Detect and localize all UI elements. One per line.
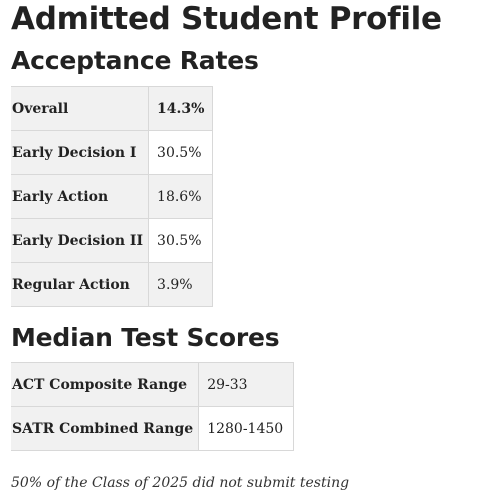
row-value: 29-33: [199, 363, 294, 407]
page-title: Admitted Student Profile: [11, 1, 442, 37]
row-label: Early Decision I: [11, 131, 149, 175]
table-row: [11, 363, 294, 407]
row-label: Regular Action: [11, 263, 149, 307]
acceptance-rates-table: [11, 86, 213, 307]
row-value: 30.5%: [149, 131, 213, 175]
row-label: SATR Combined Range: [11, 407, 199, 451]
row-label: Early Action: [11, 175, 149, 219]
table-row: [11, 407, 294, 451]
row-value: 1280-1450: [199, 407, 294, 451]
table-row: [11, 175, 213, 219]
median-test-scores-heading: Median Test Scores: [11, 323, 280, 352]
table-row: [11, 219, 213, 263]
table-row: [11, 263, 213, 307]
table-row: [11, 131, 213, 175]
row-label: ACT Composite Range: [11, 363, 199, 407]
testing-footnote: 50% of the Class of 2025 did not submit testing: [11, 475, 350, 491]
table-row: [11, 87, 213, 131]
acceptance-rates-heading: Acceptance Rates: [11, 46, 259, 75]
row-value: 14.3%: [149, 87, 213, 131]
row-value: 3.9%: [149, 263, 213, 307]
row-value: 30.5%: [149, 219, 213, 263]
row-value: 18.6%: [149, 175, 213, 219]
row-label: Overall: [11, 87, 149, 131]
median-test-scores-table: [11, 362, 294, 451]
row-label: Early Decision II: [11, 219, 149, 263]
